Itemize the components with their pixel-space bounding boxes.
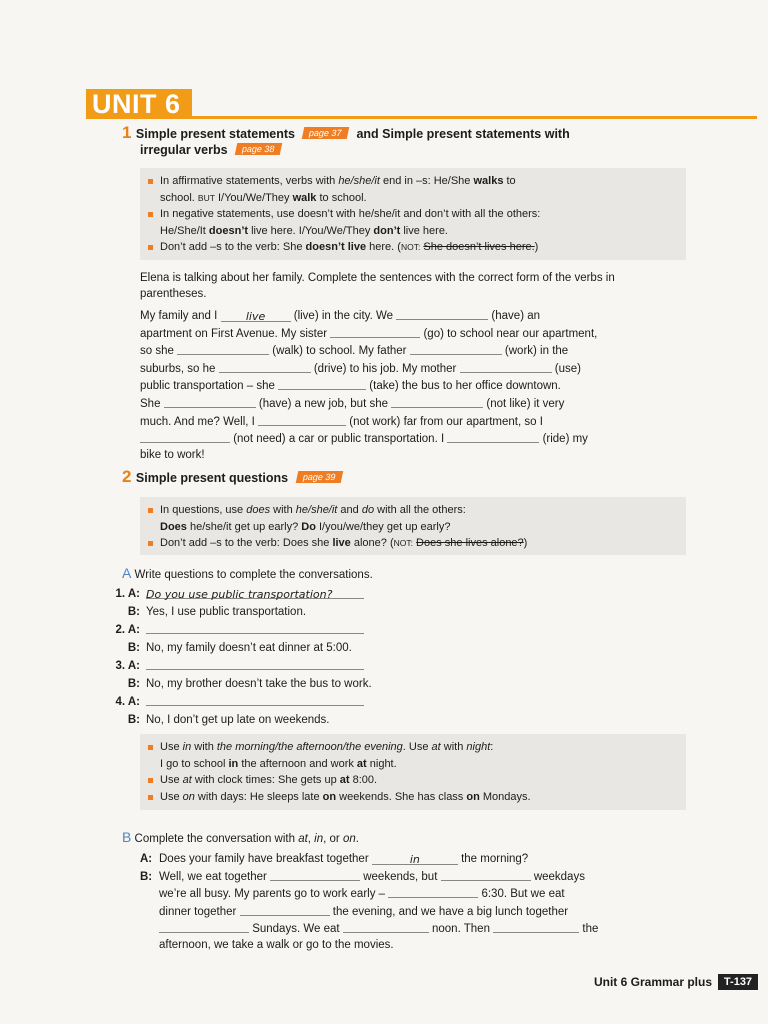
answer-blank[interactable]: live <box>221 309 291 322</box>
section-1-title-b: and Simple present statements with <box>356 127 570 141</box>
bullet-icon <box>148 179 153 184</box>
section-1-title-c: irregular verbs <box>140 143 228 157</box>
part-b-instruction: B Complete the conversation with at, in, or on. <box>122 829 359 845</box>
answer-blank[interactable] <box>391 395 483 408</box>
conversation-4-a: 4. A: <box>108 693 588 712</box>
section-1-grammar-box <box>140 168 686 260</box>
answer-blank[interactable] <box>219 360 311 373</box>
answer-blank[interactable] <box>441 868 531 881</box>
answer-blank[interactable] <box>330 325 420 338</box>
section-2-number: 2 <box>122 467 132 486</box>
answer-blank[interactable] <box>388 885 478 898</box>
answer-blank[interactable] <box>159 920 249 933</box>
grammar-rule-3: Use on with days: He sleeps late on weekends. She has class on Mondays. <box>148 789 678 806</box>
answer-blank[interactable] <box>278 377 366 390</box>
answer-blank[interactable] <box>396 307 488 320</box>
question-answer-field[interactable]: Do you use public transportation? <box>146 586 364 599</box>
answer-blank[interactable] <box>343 920 429 933</box>
answer-blank[interactable] <box>493 920 579 933</box>
bullet-icon <box>148 778 153 783</box>
section-1-heading-line2 <box>140 141 285 159</box>
bullet-icon <box>148 745 153 750</box>
grammar-rule-1: Use in with the morning/the afternoon/the evening. Use at with night: I go to school in the afternoon and work at night. <box>148 739 678 772</box>
bullet-icon <box>148 212 153 217</box>
answer-blank[interactable]: in <box>372 852 458 865</box>
grammar-rule-1: In affirmative statements, verbs with he/she/it end in –s: He/She walks to school. BUT I/You/We/They walk to school. <box>148 173 678 206</box>
section-1-page-tag-a[interactable]: page 37 <box>302 127 349 139</box>
conversation-4-b: B: No, I don’t get up late on weekends. <box>127 713 330 726</box>
answer-blank[interactable] <box>447 430 539 443</box>
answer-blank[interactable] <box>258 413 346 426</box>
part-b-letter: B <box>122 829 132 845</box>
footer-label: Unit 6 Grammar plus <box>593 975 712 989</box>
conversation-2-a: 2. A: <box>108 621 588 640</box>
conversation-1-b: B: Yes, I use public transportation. <box>127 605 307 618</box>
conversation-1-a: 1. A: Do you use public transportation? <box>108 586 588 604</box>
grammar-rule-1: In questions, use does with he/she/it and do with all the others: Does he/she/it get up early? Do I/you/we/they get up early? <box>148 502 678 535</box>
grammar-rule-2: Don’t add –s to the verb: Does she live alone? (NOT: Does she lives alone?) <box>148 535 678 552</box>
question-answer-field[interactable] <box>146 693 364 706</box>
part-a-conversations <box>108 586 588 729</box>
section-1-page-tag-b[interactable]: page 38 <box>235 143 282 155</box>
unit-title: UNIT 6 <box>86 89 192 119</box>
section-1-heading <box>122 123 722 143</box>
question-answer-field[interactable] <box>146 621 364 634</box>
answer-blank[interactable] <box>410 342 502 355</box>
section-1-instructions: Elena is talking about her family. Complete the sentences with the correct form of the verbs in parentheses. <box>140 272 615 300</box>
section-1-title-a: Simple present statements <box>135 127 296 141</box>
grammar-rule-2: Use at with clock times: She gets up at 8:00. <box>148 772 678 789</box>
section-2-page-tag[interactable]: page 39 <box>295 471 342 483</box>
answer-blank[interactable] <box>460 360 552 373</box>
section-2-title: Simple present questions <box>135 471 289 485</box>
conversation-3-b: B: No, my brother doesn’t take the bus to work. <box>127 677 372 690</box>
grammar-rule-2: In negative statements, use doesn’t with he/she/it and don’t with all the others: He/She/It doesn’t live here. I/You/We/They don’t live here. <box>148 206 678 239</box>
answer-blank[interactable] <box>177 342 269 355</box>
page-number: T-137 <box>718 974 758 990</box>
part-a-letter: A <box>122 565 132 581</box>
unit-title-rule <box>192 116 757 119</box>
section-1-number: 1 <box>122 123 132 142</box>
bullet-icon <box>148 508 153 513</box>
answer-blank[interactable] <box>270 868 360 881</box>
answer-blank[interactable] <box>164 395 256 408</box>
bullet-icon <box>148 795 153 800</box>
section-2-heading <box>122 467 345 487</box>
section-1-paragraph: My family and I live (live) in the city. We (have) an apartment on First Avenue. My sister (go) to school near our apartment, so she (walk) to school. My father (work) in the suburbs, so he (drive) to his job. My mother (use) public transportation – she (take) the bus to her office downtown. She (have) a new job, but she (not like) it very much. And me? Well, I (not work) far from our apartment, so I (not need) a car or public transportation. I (ride) my bike to work! <box>140 307 700 463</box>
bullet-icon <box>148 541 153 546</box>
conversation-3-a: 3. A: <box>108 657 588 676</box>
conversation-2-b: B: No, my family doesn’t eat dinner at 5:00. <box>127 641 352 654</box>
grammar-rule-3: Don’t add –s to the verb: She doesn’t live here. (NOT: She doesn’t lives here.) <box>148 239 678 256</box>
answer-blank[interactable] <box>140 430 230 443</box>
part-a-instruction: A Write questions to complete the conversations. <box>122 565 373 581</box>
part-b-conversation: A: Does your family have breakfast together in the morning? B: Well, we eat together weekends, but weekdays we’re all busy. My parents go to work early – 6:30. But we eat dinner together the evening, and we have a big lunch together Sundays. We eat noon. Then the afternoon, we take a walk or go to the movies. <box>140 853 599 951</box>
answer-blank[interactable] <box>240 903 330 916</box>
prepositions-grammar-box <box>140 734 686 810</box>
bullet-icon <box>148 245 153 250</box>
question-answer-field[interactable] <box>146 657 364 670</box>
section-2-grammar-box <box>140 497 686 555</box>
